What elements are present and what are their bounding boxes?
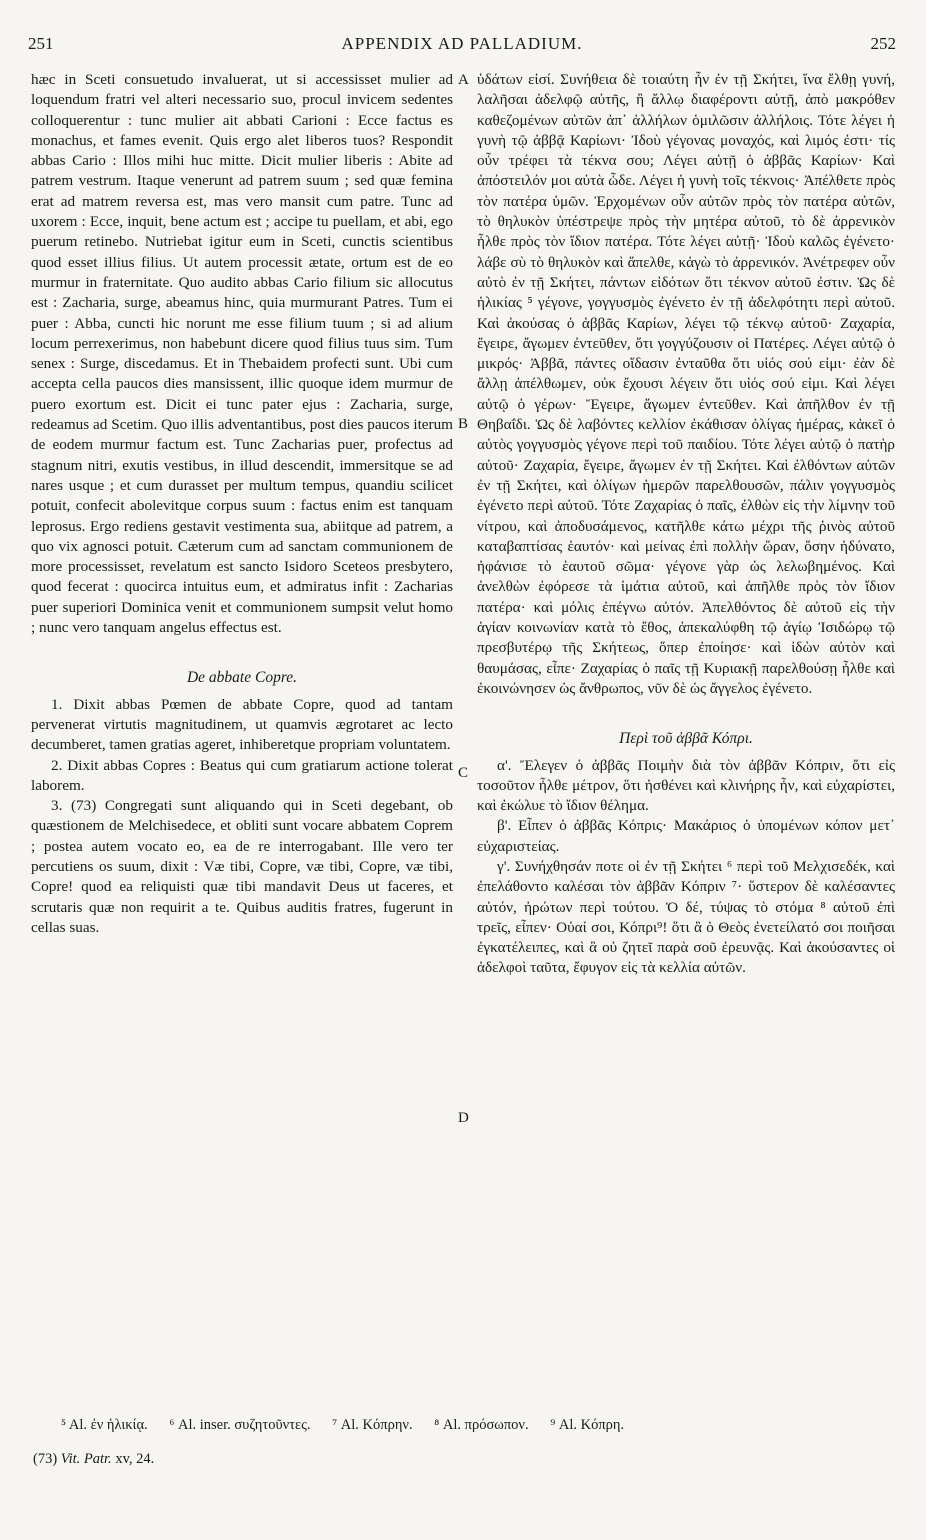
latin-saying-1: 1. Dixit abbas Pœmen de abbate Copre, quod ad tantam pervenerat virtutis magnitudinem, ut quamvis ægrotaret ac lecto decumberet, tamen gratias ageret, inhiberetque propriam voluntatem.	[31, 695, 453, 754]
margin-letter-b: B	[458, 416, 469, 432]
greek-paragraph: ὑδάτων εἰσί. Συνήθεια δὲ τοιαύτη ἦν ἐν τῇ Σκήτει, ἵνα ἔλθῃ γυνή, λαλῆσαι ἀδελφῷ αὐτῆς, ἢ ἄλλῳ διαφέροντι αὐτῇ, ἀπὸ μακρόθεν καθεζομένων αὐτῶν ἀπ᾿ ἀλλήλων ὁμιλῶσιν ἀλλήλοις. Τότε λέγει ἡ γυνὴ τῷ ἀββᾷ Καρίωνι· Ἰδοὺ γέγονας μοναχός, καὶ λιμός ἐστι· τίς οὖν τρέφει τὰ τέκνα σου; Λέγει αὐτῇ ὁ ἀββᾶς Καρίων· Καὶ ἀπόστειλόν μοι αὐτὰ ὧδε. Λέγει ἡ γυνὴ τοῖς τέκνοις· Ἀπέλθετε πρὸς τὸν πατέρα ὑμῶν. Ἐρχομένων οὖν αὐτῶν πρὸς τὸν πατέρα αὐτῶν, τὸ θηλυκὸν ὑπέστρεψε πρὸς τὴν μητέρα αὐτοῦ, τὸ δὲ ἀρρενικὸν ἦλθε πρὸς τὸν ἴδιον πατέρα. Τότε λέγει αὐτῇ· Ἰδοὺ καλῶς ἐγένετο· λάβε σὺ τὸ θηλυκὸν καὶ ἄπελθε, κἀγὼ τὸ ἀρρενικόν. Ἀνέτρεφεν οὖν αὐτὸ ἐν τῇ Σκήτει, πάντων εἰδότων ὅτι τέκνον αὐτοῦ ἐστιν. Ὡς δὲ ἡλικίας ⁵ γέγονε, γογγυσμὸς ἐγένετο ἐν τῇ ἀδελφότητι περὶ αὐτοῦ. Καὶ ἀκούσας ὁ ἀββᾶς Καρίων, λέγει τῷ τέκνῳ αὐτοῦ· Ζαχαρία, ἔγειρε, ἄγωμεν ἐντεῦθεν, ὅτι γογγύζουσιν οἱ Πατέρες. Λέγει αὐτῷ ὁ μικρός· Ἀββᾶ, πάντες οἴδασιν ἐνταῦθα ὅτι υἱός σού εἰμι· ἐὰν δὲ ἄλλῃ ἀπέλθωμεν, οὐκ ἔχουσι λέγειν ὅτι υἱός σού εἰμι. Καὶ λέγει αὐτῷ ὁ γέρων· Ἔγειρε, ἄγωμεν ἐντεῦθεν. Καὶ ἀπῆλθον ἐν τῇ Θηβαΐδι. Ὡς δὲ λαβόντες κελλίον ἐκάθισαν ὀλίγας ἡμέρας, κἀκεῖ ὁ αὐτὸς γογγυσμὸς γέγονε περὶ τοῦ παιδίου. Τότε λέγει αὐτῷ ὁ πατὴρ αὐτοῦ· Ζαχαρία, ἔγειρε, ἄγωμεν ἐν τῇ Σκήτει. Καὶ ἐλθόντων αὐτῶν ἐν τῇ Σκήτει, καὶ ὀλίγων ἡμερῶν παρελθουσῶν, πάλιν γογγυσμὸς ἐγένετο περὶ αὐτοῦ. Τότε Ζαχαρίας ὁ παῖς, ἐλθὼν εἰς τὴν λίμνην τοῦ νίτρου, καὶ ἀποδυσάμενος, κατῆλθε κάτω μέχρι τῆς ῥινὸς αὐτοῦ καταβαπτίσας ἑαυτόν· καὶ μείνας ἐπὶ πολλὴν ὥραν, ὅσην ἠδύνατο, ἠφάνισε τὸ ἑαυτοῦ σῶμα· γέγονε γὰρ ὡς λελωβημένος. Καὶ ἀνελθὼν ἐφόρεσε τὰ ἱμάτια αὐτοῦ, καὶ ἀπῆλθε πρὸς τὸν ἴδιον πατέρα· καὶ μόλις ἐπέγνω αὐτόν. Ἀπελθόντος δὲ αὐτοῦ εἰς τὴν ἁγίαν κοινωνίαν κατὰ τὸ ἔθος, ἀπεκαλύφθη τῷ ἁγίῳ Ἰσιδώρῳ τῷ πρεσβυτέρῳ τῆς Σκήτεως, ὅπερ ἐποίησε· καὶ ἰδὼν αὐτὸν καὶ θαυμάσας, εἶπε· Ζαχαρίας ὁ παῖς τῇ Κυριακῇ παρελθούσῃ ἦλθε καὶ ἐκοινώνησεν ὡς ἄνθρωπος, νῦν δὲ ὡς ἄγγελος ἐγένετο.	[477, 71, 895, 697]
latin-paragraph: hæc in Sceti consuetudo invaluerat, ut si accessisset mulier ad loquendum fratri vel alteri necessario suo, procul invicem sedentes colloquerentur : tunc mulier ait abbati Carioni : Ecce factus es monachus, et fames evenit. Quis ergo alet liberos tuos? Respondit abbas Cario : Illos mihi huc mitte. Dicit mulier liberis : Abite ad patrem vestrum. Itaque venerunt ad patrem suum ; sed quæ femina erat ad matrem reversa est, mas vero mansit cum patre. Tunc ad uxorem : Ecce, inquit, bene actum est ; accipe tu puellam, et abi, ego puerum retinebo. Nutriebat igitur eum in Sceti, cunctis scientibus quod esset illius filius. Ut autem processit ætate, ortum est de eo murmur in fraternitate. Quo audito abbas Cario filium sic allocutus est : Zacharia, surge, abeamus hinc, quia murmurant Patres. Tum ei puer : Abba, cuncti hic norunt me esse filium tuum ; si ad alium locum perrexerimus, non habebunt dicere quod filius tuus sim. Tum senex : Surge, discedamus. Et in Thebaidem profecti sunt. Ubi cum accepta cella paucos dies mansissent, illic quoque idem murmur de puero exortum est. Dicit ei tunc pater ejus : Zacharia, surge, redeamus ad Scetim. Quo illis adventantibus, post dies paucos iterum de eodem murmur factum est. Tunc Zacharias puer, profectus ad stagnum nitri, exutis vestibus, in illud descendit, immersitque se ad nares usque ; et cum durasset per multum tempus, quandiu scilicet potuit, confecit abolevitque corpus suum : factus enim est tanquam leprosus. Ergo rediens gestavit vestimenta sua, abiitque ad patrem, a quo vix agnosci potuit. Cæterum cum ad sanctam communionem de more processisset, revelatum est sancto Isidoro Sceteos presbytero, quod fecerat : quocirca intuitus eum, et admiratus infit : Zacharias puer superiori Dominica venit et communionem sumpsit velut homo ; nunc vero tanquam angelus effectus est.	[31, 71, 453, 637]
source-note-title: Vit. Patr.	[60, 1451, 112, 1467]
latin-saying-2: 2. Dixit abbas Copres : Beatus qui cum gratiarum actione tolerat laborem.	[31, 756, 453, 794]
running-header	[28, 34, 896, 60]
footnote-7: ⁷ Al. Κόπρην.	[332, 1417, 413, 1433]
latin-column	[31, 70, 453, 938]
greek-saying-3: γ'. Συνήχθησάν ποτε οἱ ἐν τῇ Σκήτει ⁶ περὶ τοῦ Μελχισεδέκ, καὶ ἐπελάθοντο καλέσαι τὸν ἀββᾶν Κόπριν ⁷· ὕστερον δὲ καλέσαντες αὐτόν, ἠρώτων περὶ τούτου. Ὁ δέ, τύψας τὸ στόμα ⁸ αὐτοῦ ἐπὶ τρεῖς, εἶπεν· Οὐαί σοι, Κόπρι⁹! ὅτι ἃ ὁ Θεὸς ἐνετείλατό σοι ποιῆσαι ἐγκατέλειπες, καὶ ἃ οὐ ζητεῖ παρὰ σοῦ ἐρευνᾷς. Καὶ ἀκούσαντες οἱ ἀδελφοὶ ταῦτα, ἔφυγον εἰς τὰ κελλία αὐτῶν.	[477, 857, 895, 977]
footnote-8: ⁸ Al. πρόσωπον.	[434, 1417, 529, 1433]
page-number-left: 251	[28, 34, 54, 53]
margin-letter-a: A	[458, 72, 469, 88]
greek-column	[477, 70, 895, 979]
source-note	[33, 1451, 154, 1468]
footnote-5: ⁵ Al. ἐν ἡλικίᾳ.	[61, 1417, 148, 1433]
margin-letter-c: C	[458, 765, 469, 781]
greek-saying-1: α'. Ἔλεγεν ὁ ἀββᾶς Ποιμὴν διὰ τὸν ἀββᾶν Κόπριν, ὅτι εἰς τοσοῦτον ἦλθε μέτρον, ὅτι ἠσθένει καὶ κλινήρης ἦν, καὶ εὐχαρίστει, καὶ ἐκώλυε τὸ ἴδιον θέλημα.	[477, 756, 895, 815]
greek-saying-2: β'. Εἶπεν ὁ ἀββᾶς Κόπρις· Μακάριος ὁ ὑπομένων κόπον μετ᾿ εὐχαριστείας.	[477, 817, 895, 855]
footnote-6: ⁶ Al. inser. συζητοῦντες.	[169, 1417, 311, 1433]
source-note-ref: xv, 24.	[115, 1451, 155, 1467]
footnote-9: ⁹ Al. Κόπρη.	[550, 1417, 625, 1433]
source-note-number: (73)	[33, 1451, 58, 1467]
latin-section-title: De abbate Copre.	[186, 669, 298, 687]
page-number-right: 252	[870, 34, 896, 53]
margin-letter-d: D	[458, 1110, 469, 1126]
greek-section-title: Περὶ τοῦ ἀββᾶ Κόπρι.	[619, 730, 753, 748]
running-title: APPENDIX AD PALLADIUM.	[341, 34, 583, 53]
latin-saying-3: 3. (73) Congregati sunt aliquando qui in Sceti degebant, ob quæstionem de Melchisedece, et obliti sunt vocare abbatem Coprem ; postea autem vocato eo, ea de re interrogabant. Ille vero ter percutiens os suum, dixit : Væ tibi, Copre, væ tibi, Copre, væ tibi, Copre! quod ea reliquisti quæ tibi mandavit Deus ut faceres, et scrutaris quæ non requirit a te. Quibus auditis fratres, fugerunt in cellas suas.	[31, 797, 453, 936]
footnotes	[61, 1417, 901, 1434]
